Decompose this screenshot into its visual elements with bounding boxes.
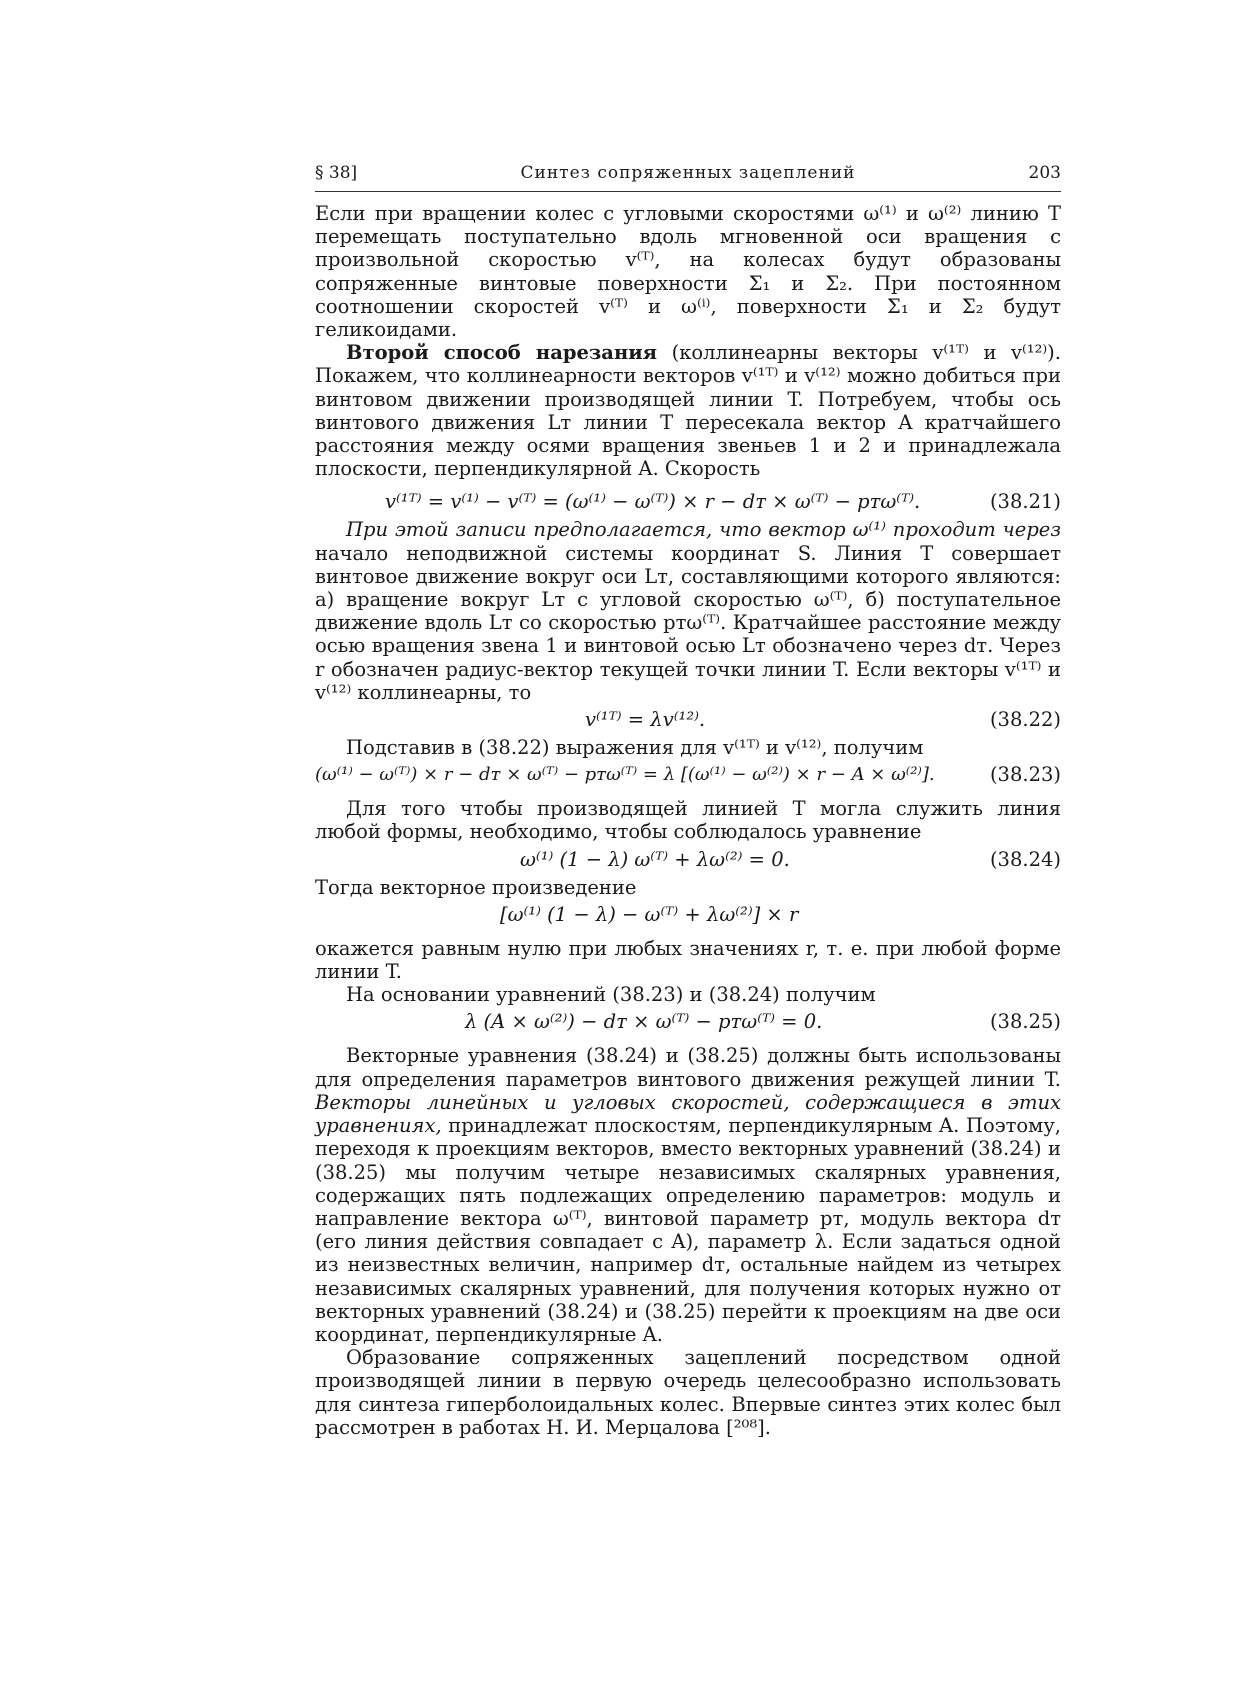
equation-formula: v⁽¹ᵀ⁾ = λv⁽¹²⁾.: [585, 708, 706, 732]
paragraph-2: [315, 341, 1061, 480]
paragraph-3-text: начало неподвижной системы координат S. Линия T совершает винтовое движение вокруг оси Lᴛ, составляющими которого являются: а) вращение вокруг Lᴛ с угловой скоростью ω⁽ᵀ⁾, б) поступательное движение вдоль Lᴛ со скоростью pᴛω⁽ᵀ⁾. Кратчайшее расстояние между осью вращения звена 1 и винтовой осью Lᴛ обозначено через dᴛ. Через r обозначен радиус-вектор текущей точки линии T. Если векторы v⁽¹ᵀ⁾ и v⁽¹²⁾ коллинеарны, то: [315, 541, 1061, 704]
paragraph-9-italic: Векторы линейных и угловых скоростей, содержащиеся в этих уравнениях,: [315, 1090, 1061, 1138]
equation-formula: (ω⁽¹⁾ − ω⁽ᵀ⁾) × r − dᴛ × ω⁽ᵀ⁾ − pᴛω⁽ᵀ⁾ = λ [(ω⁽¹⁾ − ω⁽²⁾) × r − A × ω⁽²⁾].: [315, 764, 935, 786]
paragraph-9: [315, 1044, 1061, 1346]
paragraph-4: Подставив в (38.22) выражения для v⁽¹ᵀ⁾ и v⁽¹²⁾, получим: [346, 736, 924, 760]
paragraph-10: Образование сопряженных зацеплений посредством одной производящей линии в первую очередь целесообразно использовать для синтеза гиперболоидальных колес. Впервые синтез этих колес был рассмотрен в работах Н. И. Мерцалова [²⁰⁸].: [315, 1346, 1061, 1439]
page: [315, 163, 1061, 1439]
equation-number: (38.25): [989, 1010, 1061, 1034]
equation-unnumbered: [315, 899, 1061, 931]
paragraph-3-italic: При этой записи предполагается, что вектор ω⁽¹⁾ проходит через: [346, 518, 1061, 542]
paragraph-9-text-b: принадлежат плоскостям, перпендикулярным A. Поэтому, переходя к проекциям векторов, вместо векторных уравнений (38.24) и (38.25) мы получим четыре независимых скалярных уравнения, содержащих пять подлежащих определению параметров: модуль и направление вектора ω⁽ᵀ⁾, винтовой параметр pᴛ, модуль вектора dᴛ (его линия действия совпадает с A), параметр λ. Если задаться одной из неизвестных величин, например dᴛ, остальные найдем из четырех независимых скалярных уравнений, для получения которых нужно от векторных уравнений (38.24) и (38.25) перейти к проекциям на две оси координат, перпендикулярные A.: [315, 1114, 1061, 1346]
spacer: [315, 192, 1061, 202]
equation-formula: λ (A × ω⁽²⁾) − dᴛ × ω⁽ᵀ⁾ − pᴛω⁽ᵀ⁾ = 0.: [465, 1010, 823, 1034]
equation-number: (38.21): [989, 490, 1061, 514]
equation-formula: v⁽¹ᵀ⁾ = v⁽¹⁾ − v⁽ᵀ⁾ = (ω⁽¹⁾ − ω⁽ᵀ⁾) × r − dᴛ × ω⁽ᵀ⁾ − pᴛω⁽ᵀ⁾.: [385, 490, 921, 514]
paragraph-6: Тогда векторное произведение: [315, 875, 637, 899]
paragraph-8: На основании уравнений (38.23) и (38.24) получим: [346, 983, 876, 1007]
section-number: § 38]: [315, 163, 358, 183]
equation-formula: [ω⁽¹⁾ (1 − λ) − ω⁽ᵀ⁾ + λω⁽²⁾] × r: [500, 902, 799, 926]
running-header: [315, 163, 1061, 192]
running-title: Синтез сопряженных зацеплений: [520, 163, 856, 183]
equation-formula: ω⁽¹⁾ (1 − λ) ω⁽ᵀ⁾ + λω⁽²⁾ = 0.: [520, 847, 790, 871]
paragraph-7: окажется равным нулю при любых значениях r, т. е. при любой форме линии T.: [315, 936, 1061, 984]
equation-number: (38.24): [989, 847, 1061, 871]
paragraph-2-text: (коллинеарны векторы v⁽¹ᵀ⁾ и v⁽¹²⁾). Покажем, что коллинеарности векторов v⁽¹ᵀ⁾ и v⁽¹²⁾ можно добиться при винтовом движении производящей линии T. Потребуем, чтобы ось винтового движения Lᴛ линии T пересекала вектор A кратчайшего расстояния между осями вращения звеньев 1 и 2 и принадлежала плоскости, перпендикулярной A. Скорость: [315, 341, 1061, 481]
equation-number: (38.23): [989, 763, 1061, 787]
equation-38-23: [315, 759, 1061, 791]
equation-number: (38.22): [989, 708, 1061, 732]
equation-38-22: [315, 704, 1061, 736]
paragraph-1: Если при вращении колес с угловыми скоростями ω⁽¹⁾ и ω⁽²⁾ линию T перемещать поступательно вдоль мгновенной оси вращения с произвольной скоростью v⁽ᵀ⁾, на колесах будут образованы сопряженные винтовые поверхности Σ₁ и Σ₂. При постоянном соотношении скоростей v⁽ᵀ⁾ и ω⁽ⁱ⁾, поверхности Σ₁ и Σ₂ будут геликоидами.: [315, 202, 1061, 342]
page-number: 203: [1028, 163, 1061, 183]
equation-38-25: [315, 1006, 1061, 1038]
paragraph-5: Для того чтобы производящей линией T могла служить линия любой формы, необходимо, чтобы соблюдалось уравнение: [315, 797, 1061, 844]
paragraph-3: [315, 518, 1061, 704]
paragraph-9-text-a: Векторные уравнения (38.24) и (38.25) должны быть использованы для определения параметров винтового движения режущей линии T.: [315, 1044, 1061, 1091]
equation-38-24: [315, 844, 1061, 876]
equation-38-21: [315, 486, 1061, 518]
paragraph-2-heading: Второй способ нарезания: [346, 341, 658, 365]
